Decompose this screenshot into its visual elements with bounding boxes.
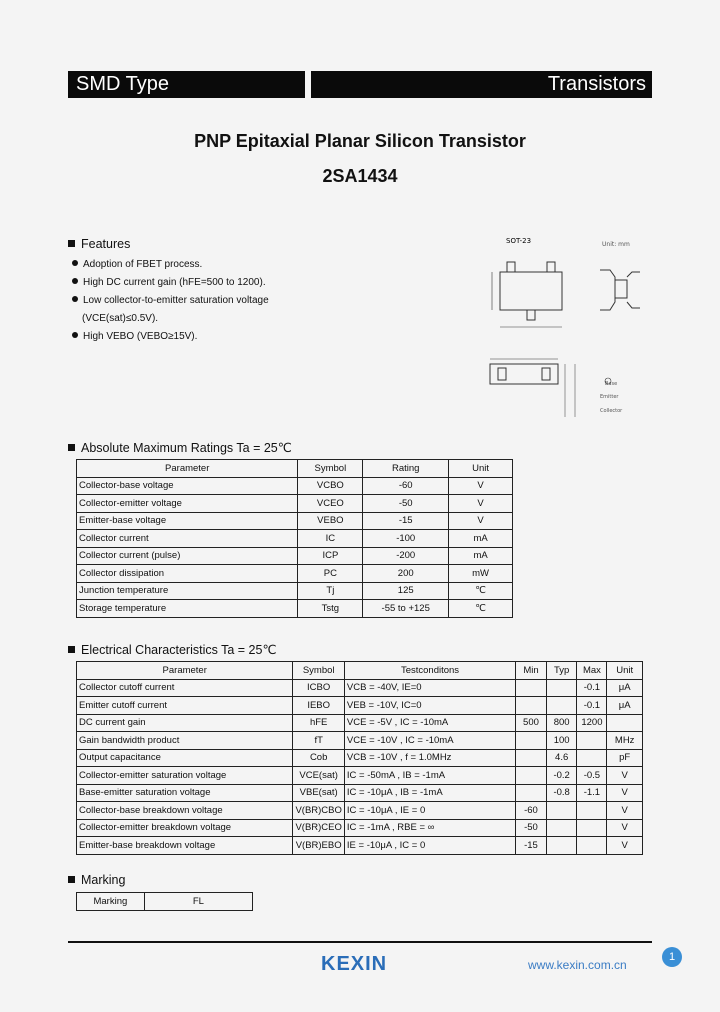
table-cell — [577, 749, 607, 767]
table-cell: -50 — [363, 495, 449, 513]
kexin-logo: KEXIN — [321, 953, 388, 975]
header-cell: Symbol — [298, 460, 363, 478]
table-row — [77, 697, 643, 715]
table-cell: -60 — [516, 802, 547, 820]
table-cell: mA — [449, 547, 513, 565]
abs-max-table — [76, 459, 513, 618]
table-cell: Emitter-base breakdown voltage — [77, 837, 293, 855]
marking-heading — [68, 873, 125, 887]
table-cell: Collector-base breakdown voltage — [77, 802, 293, 820]
table-cell: -200 — [363, 547, 449, 565]
table-cell — [546, 679, 577, 697]
table-cell — [546, 697, 577, 715]
feature-text: Low collector-to-emitter saturation voltage — [83, 295, 269, 306]
header-cell: Parameter — [77, 460, 298, 478]
table-cell: pF — [607, 749, 643, 767]
table-cell — [516, 697, 547, 715]
marking-table — [76, 892, 253, 911]
header-right: Transistors — [311, 71, 652, 98]
table-cell: -0.2 — [546, 767, 577, 785]
table-cell: Cob — [293, 749, 344, 767]
marking-value: FL — [144, 893, 252, 911]
part-number: 2SA1434 — [322, 166, 398, 186]
table-cell: Collector-emitter saturation voltage — [77, 767, 293, 785]
table-cell — [577, 837, 607, 855]
table-cell: 800 — [546, 714, 577, 732]
table-cell: Collector dissipation — [77, 565, 298, 583]
table-cell: μA — [607, 679, 643, 697]
table-cell — [607, 714, 643, 732]
table-cell: Emitter-base voltage — [77, 512, 298, 530]
table-cell — [577, 732, 607, 750]
table-cell: V — [449, 512, 513, 530]
table-cell: Tstg — [298, 600, 363, 618]
elec-heading-text: Electrical Characteristics Ta = 25℃ — [81, 643, 277, 657]
table-cell: -50 — [516, 819, 547, 837]
table-cell: Gain bandwidth product — [77, 732, 293, 750]
table-row — [77, 802, 643, 820]
marking-label: Marking — [77, 893, 145, 911]
table-row — [77, 893, 253, 911]
table-cell: VCB = -40V, IE=0 — [344, 679, 515, 697]
header-cell: Symbol — [293, 662, 344, 680]
table-cell: IC — [298, 530, 363, 548]
table-cell: VCBO — [298, 477, 363, 495]
table-cell — [577, 819, 607, 837]
table-cell: hFE — [293, 714, 344, 732]
table-cell: V — [607, 819, 643, 837]
header-cell: Unit — [449, 460, 513, 478]
page-number: 1 — [662, 947, 682, 967]
table-cell — [546, 819, 577, 837]
table-cell: ℃ — [449, 582, 513, 600]
feature-text: High DC current gain (hFE=500 to 1200). — [83, 277, 266, 288]
header-cell: Parameter — [77, 662, 293, 680]
table-cell: fT — [293, 732, 344, 750]
table-cell: 100 — [546, 732, 577, 750]
table-row — [77, 767, 643, 785]
table-cell: ICP — [298, 547, 363, 565]
table-row — [77, 530, 513, 548]
table-cell: ℃ — [449, 600, 513, 618]
table-cell: ICBO — [293, 679, 344, 697]
table-cell: VEBO — [298, 512, 363, 530]
bullet-square-icon — [68, 876, 75, 883]
table-header-row — [77, 460, 513, 478]
header-left: SMD Type — [68, 71, 305, 98]
table-cell: Base-emitter saturation voltage — [77, 784, 293, 802]
table-cell: μA — [607, 697, 643, 715]
table-cell: -60 — [363, 477, 449, 495]
table-cell: -100 — [363, 530, 449, 548]
header-cell: Unit — [607, 662, 643, 680]
table-cell: V — [449, 477, 513, 495]
table-cell: MHz — [607, 732, 643, 750]
table-row — [77, 837, 643, 855]
abs-max-heading-text: Absolute Maximum Ratings Ta = 25℃ — [81, 441, 292, 455]
table-cell: Storage temperature — [77, 600, 298, 618]
table-cell — [546, 802, 577, 820]
table-cell: 500 — [516, 714, 547, 732]
table-cell: 125 — [363, 582, 449, 600]
table-row — [77, 784, 643, 802]
table-cell — [516, 749, 547, 767]
bullet-dot-icon — [72, 332, 78, 338]
header-cell: Rating — [363, 460, 449, 478]
features-heading — [68, 237, 130, 251]
table-cell: IEBO — [293, 697, 344, 715]
table-cell: V — [607, 767, 643, 785]
table-cell: VEB = -10V, IC=0 — [344, 697, 515, 715]
table-cell: DC current gain — [77, 714, 293, 732]
feature-text: Adoption of FBET process. — [83, 259, 203, 270]
feature-item — [72, 331, 197, 342]
table-cell: IE = -10μA , IC = 0 — [344, 837, 515, 855]
elec-char-table — [76, 661, 643, 855]
table-cell: V(BR)CBO — [293, 802, 344, 820]
table-cell — [546, 837, 577, 855]
table-header-row — [77, 662, 643, 680]
table-row — [77, 732, 643, 750]
table-cell: VCEO — [298, 495, 363, 513]
table-cell: 1200 — [577, 714, 607, 732]
bullet-dot-icon — [72, 278, 78, 284]
bullet-square-icon — [68, 646, 75, 653]
footer-divider — [68, 941, 652, 943]
collector-label: Collector — [600, 408, 623, 414]
bullet-dot-icon — [72, 296, 78, 302]
page-title: PNP Epitaxial Planar Silicon Transistor — [194, 131, 526, 151]
table-cell: Collector-emitter breakdown voltage — [77, 819, 293, 837]
table-cell: Collector current — [77, 530, 298, 548]
table-row — [77, 495, 513, 513]
table-cell — [516, 679, 547, 697]
table-cell: -0.8 — [546, 784, 577, 802]
table-cell: Collector-emitter voltage — [77, 495, 298, 513]
table-cell: VCB = -10V , f = 1.0MHz — [344, 749, 515, 767]
table-cell: PC — [298, 565, 363, 583]
website-link[interactable]: www.kexin.com.cn — [528, 958, 627, 972]
table-cell: Collector-base voltage — [77, 477, 298, 495]
bullet-dot-icon — [72, 260, 78, 266]
table-cell: 200 — [363, 565, 449, 583]
bullet-square-icon — [68, 240, 75, 247]
table-cell: Collector current (pulse) — [77, 547, 298, 565]
table-cell: V(BR)CEO — [293, 819, 344, 837]
table-cell: Collector cutoff current — [77, 679, 293, 697]
table-cell: V — [449, 495, 513, 513]
bullet-square-icon — [68, 444, 75, 451]
table-cell: Tj — [298, 582, 363, 600]
table-cell: IC = -1mA , RBE = ∞ — [344, 819, 515, 837]
table-row — [77, 547, 513, 565]
table-row — [77, 600, 513, 618]
feature-item-cont — [82, 313, 158, 324]
table-cell: IC = -50mA , IB = -1mA — [344, 767, 515, 785]
table-cell: -15 — [363, 512, 449, 530]
table-cell: V — [607, 837, 643, 855]
table-cell: Emitter cutoff current — [77, 697, 293, 715]
table-cell: mW — [449, 565, 513, 583]
elec-heading — [68, 642, 276, 657]
feature-text: High VEBO (VEBO≥15V). — [83, 331, 198, 342]
table-row — [77, 512, 513, 530]
table-cell — [577, 802, 607, 820]
feature-item — [72, 295, 269, 306]
table-cell: VCE = -5V , IC = -10mA — [344, 714, 515, 732]
table-cell: V — [607, 802, 643, 820]
table-cell: VCE = -10V , IC = -10mA — [344, 732, 515, 750]
table-cell: IC = -10μA , IE = 0 — [344, 802, 515, 820]
table-cell: -15 — [516, 837, 547, 855]
table-cell: V — [607, 784, 643, 802]
table-row — [77, 477, 513, 495]
table-row — [77, 582, 513, 600]
table-cell: VBE(sat) — [293, 784, 344, 802]
feature-item — [72, 277, 266, 288]
table-row — [77, 819, 643, 837]
table-cell — [516, 732, 547, 750]
feature-item — [72, 259, 202, 270]
table-cell: mA — [449, 530, 513, 548]
header-cell: Typ — [546, 662, 577, 680]
table-row — [77, 565, 513, 583]
abs-max-heading — [68, 440, 292, 455]
table-cell: 4.6 — [546, 749, 577, 767]
emitter-label: Emitter — [600, 394, 619, 400]
feature-text: (VCE(sat)≤0.5V). — [82, 313, 159, 324]
table-cell: -1.1 — [577, 784, 607, 802]
header-cell: Max — [577, 662, 607, 680]
header-cell: Testconditons — [344, 662, 515, 680]
table-row — [77, 749, 643, 767]
package-label: SOT-23 — [506, 237, 532, 245]
table-cell: Output capacitance — [77, 749, 293, 767]
base-label: Base — [605, 381, 618, 387]
marking-heading-text: Marking — [81, 873, 126, 887]
table-cell: -0.5 — [577, 767, 607, 785]
table-cell: V(BR)EBO — [293, 837, 344, 855]
table-cell — [516, 767, 547, 785]
table-cell: VCE(sat) — [293, 767, 344, 785]
package-outline-diagram — [470, 232, 660, 422]
features-heading-text: Features — [81, 237, 131, 251]
table-cell: IC = -10μA , IB = -1mA — [344, 784, 515, 802]
header-cell: Min — [516, 662, 547, 680]
table-cell: Junction temperature — [77, 582, 298, 600]
table-row — [77, 679, 643, 697]
table-cell — [516, 784, 547, 802]
table-cell: -0.1 — [577, 697, 607, 715]
unit-label: Unit: mm — [602, 241, 630, 248]
table-cell: -55 to +125 — [363, 600, 449, 618]
table-row — [77, 714, 643, 732]
table-cell: -0.1 — [577, 679, 607, 697]
